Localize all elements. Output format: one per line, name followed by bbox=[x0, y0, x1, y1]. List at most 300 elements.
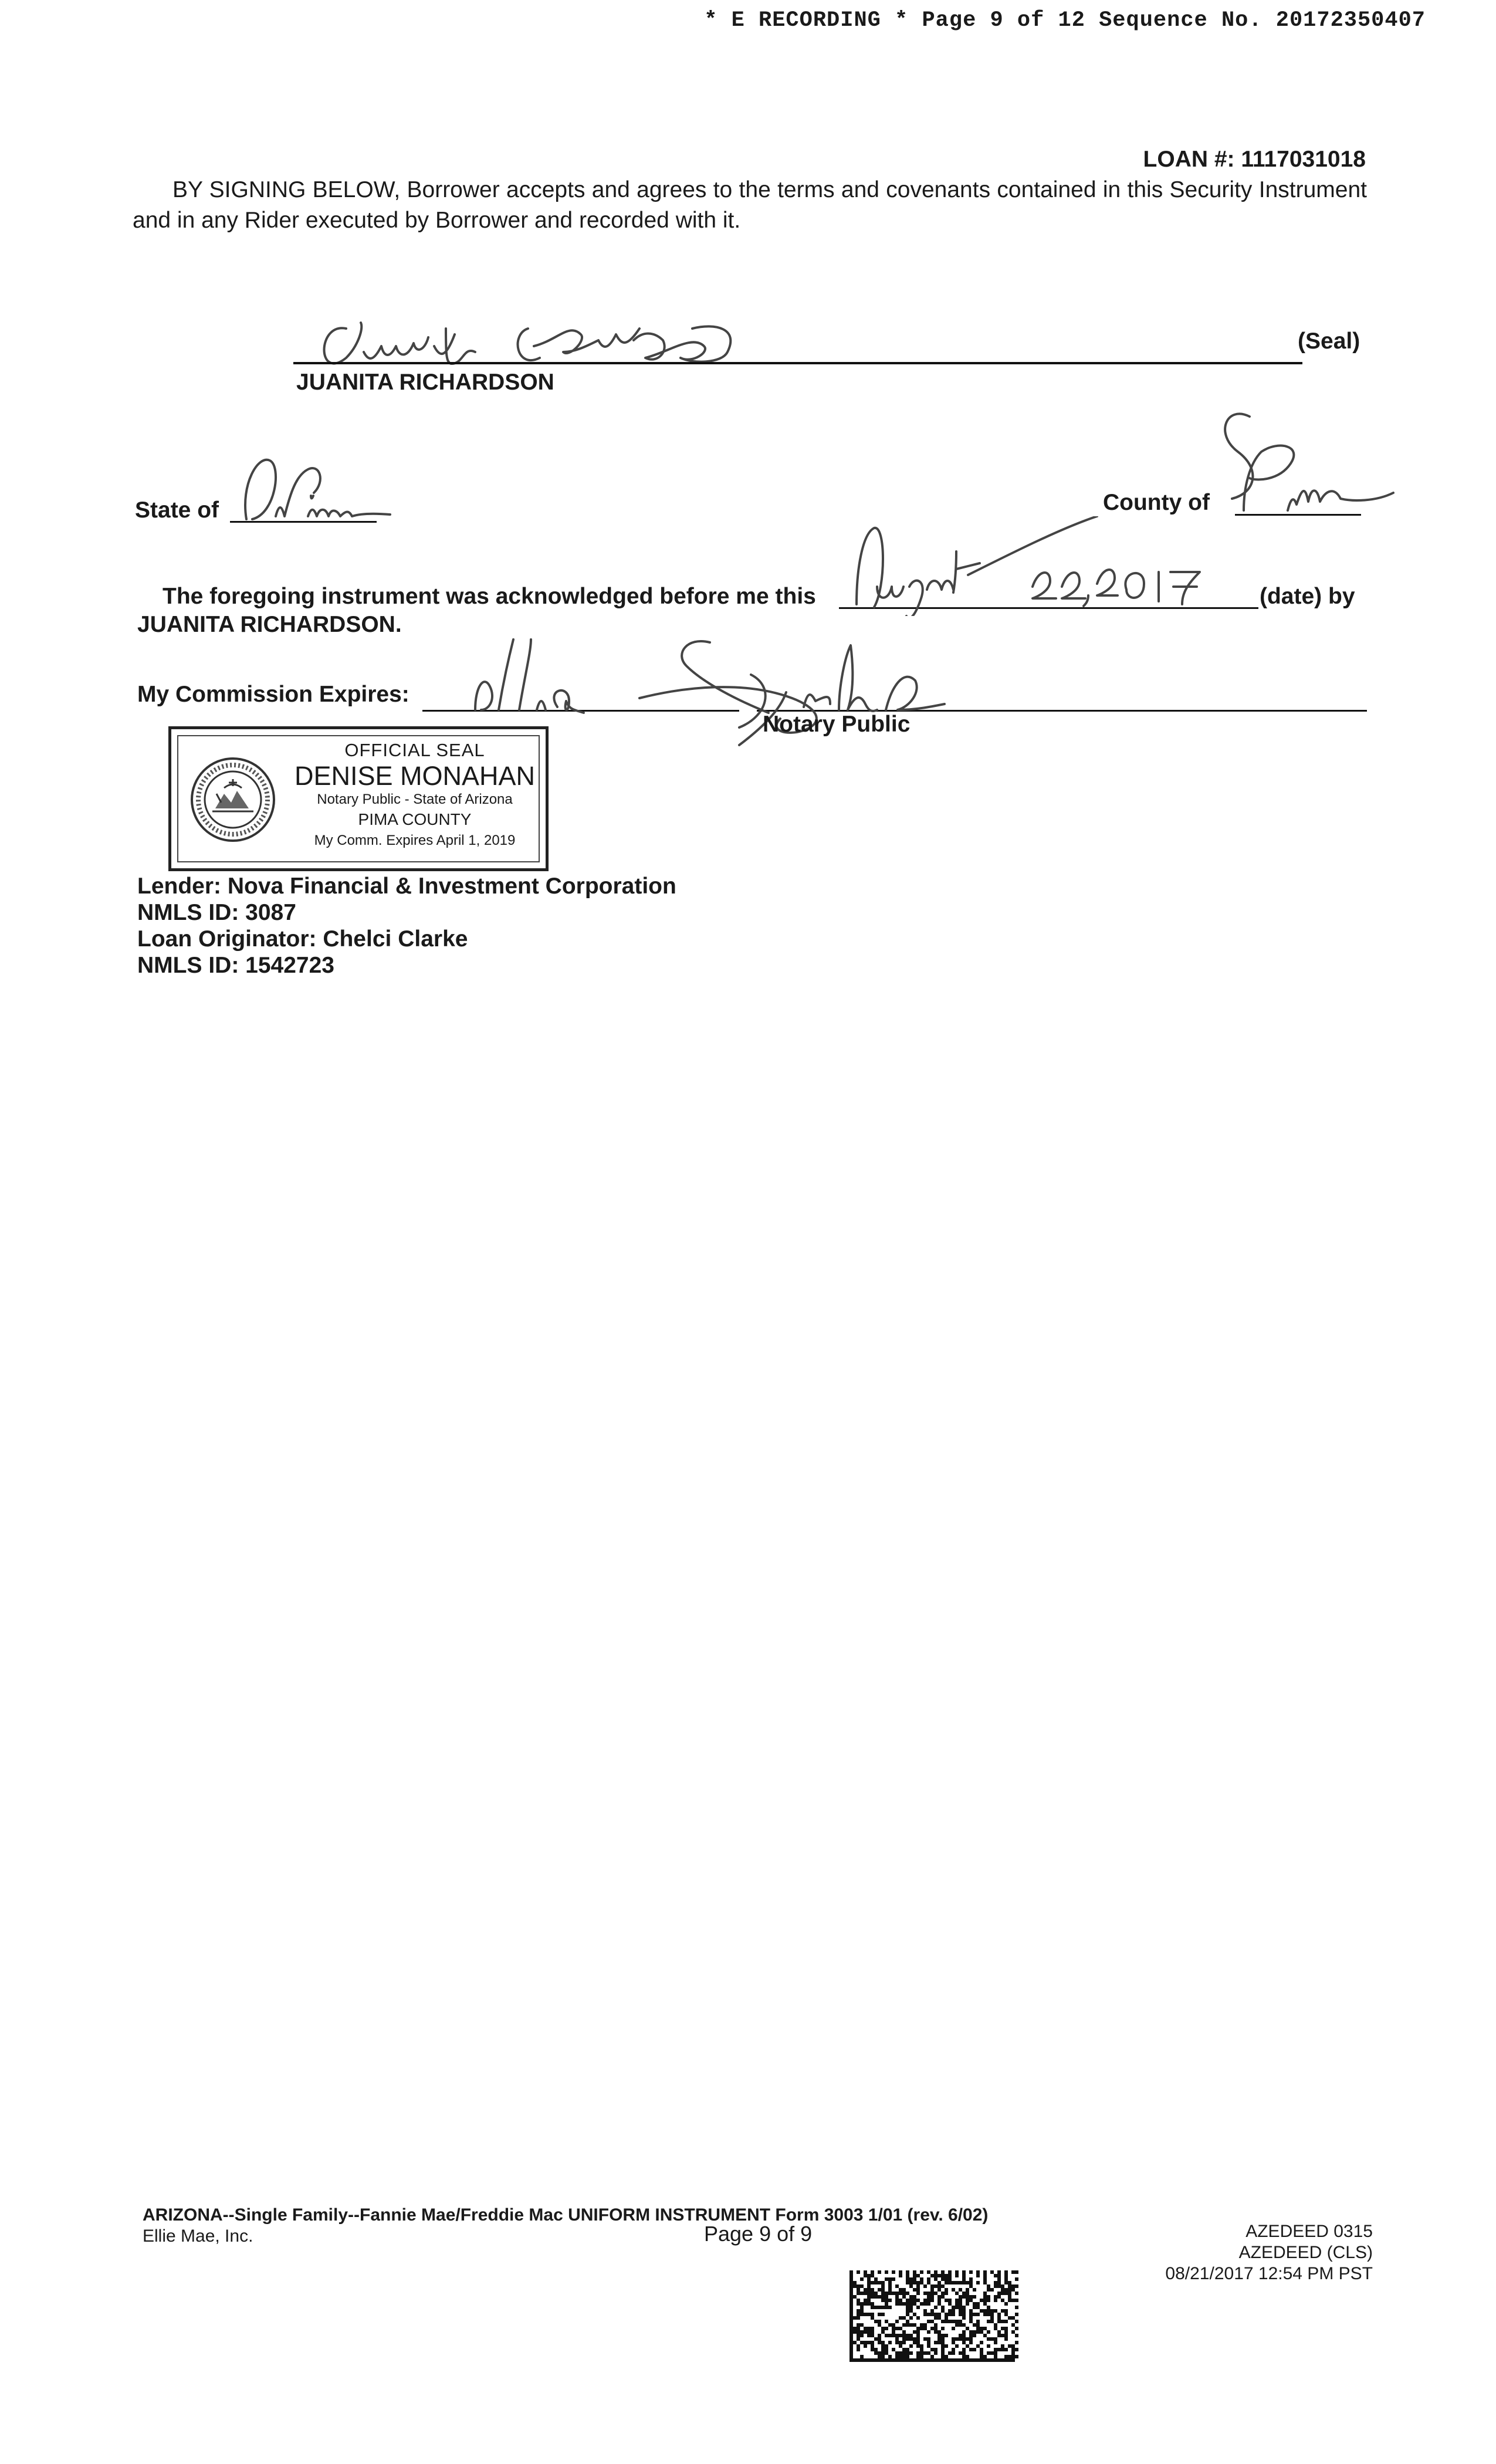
barcode-module bbox=[934, 2358, 937, 2362]
barcode-module bbox=[962, 2348, 966, 2351]
barcode-module bbox=[923, 2309, 927, 2313]
barcode-module bbox=[927, 2358, 930, 2362]
barcode-module bbox=[997, 2284, 1001, 2288]
barcode-module bbox=[945, 2313, 948, 2316]
barcode-module bbox=[923, 2292, 927, 2295]
barcode-module bbox=[1011, 2355, 1015, 2358]
barcode-module bbox=[881, 2344, 885, 2348]
barcode-module bbox=[906, 2334, 909, 2337]
barcode-module bbox=[913, 2274, 916, 2277]
barcode-module bbox=[976, 2358, 980, 2362]
barcode-module bbox=[927, 2344, 930, 2348]
barcode-module bbox=[860, 2355, 864, 2358]
barcode-module bbox=[888, 2292, 892, 2295]
barcode-module bbox=[930, 2284, 934, 2288]
barcode-module bbox=[1008, 2344, 1011, 2348]
barcode-module bbox=[849, 2302, 853, 2306]
barcode-module bbox=[1011, 2288, 1015, 2292]
barcode-module bbox=[899, 2299, 902, 2302]
barcode-module bbox=[930, 2292, 934, 2295]
barcode-module bbox=[990, 2320, 994, 2323]
barcode-module bbox=[927, 2295, 930, 2299]
barcode-module bbox=[860, 2323, 864, 2327]
barcode-module bbox=[895, 2284, 899, 2288]
barcode-module bbox=[941, 2284, 945, 2288]
footer-codes bbox=[1115, 2221, 1373, 2284]
barcode-module bbox=[987, 2299, 990, 2302]
barcode-module bbox=[997, 2295, 1001, 2299]
arizona-state-seal-icon bbox=[189, 756, 277, 844]
barcode-module bbox=[934, 2274, 937, 2277]
barcode-module bbox=[1015, 2292, 1018, 2295]
barcode-module bbox=[966, 2288, 969, 2292]
barcode-module bbox=[902, 2323, 906, 2327]
footer-code-1: AZEDEED 0315 bbox=[1245, 2222, 1373, 2241]
barcode-module bbox=[937, 2288, 941, 2292]
barcode-module bbox=[1011, 2330, 1015, 2334]
barcode-module bbox=[930, 2295, 934, 2299]
barcode-module bbox=[934, 2341, 937, 2344]
barcode-module bbox=[909, 2306, 913, 2309]
barcode-module bbox=[955, 2323, 959, 2327]
barcode-module bbox=[1011, 2299, 1015, 2302]
loan-value: 1117031018 bbox=[1241, 147, 1366, 172]
barcode-module bbox=[849, 2316, 853, 2320]
barcode-module bbox=[952, 2309, 955, 2313]
barcode-module bbox=[913, 2277, 916, 2281]
lender-block bbox=[137, 873, 676, 979]
barcode-module bbox=[966, 2344, 969, 2348]
barcode-module bbox=[955, 2299, 959, 2302]
barcode-module bbox=[849, 2334, 853, 2337]
barcode-module bbox=[1004, 2274, 1008, 2277]
barcode-module bbox=[892, 2323, 895, 2327]
barcode-module bbox=[885, 2292, 888, 2295]
barcode-module bbox=[864, 2302, 867, 2306]
barcode-module bbox=[973, 2323, 976, 2327]
barcode-module bbox=[945, 2358, 948, 2362]
barcode-module bbox=[892, 2330, 895, 2334]
barcode-module bbox=[885, 2270, 888, 2274]
barcode-module bbox=[888, 2288, 892, 2292]
barcode-module bbox=[892, 2358, 895, 2362]
barcode-module bbox=[948, 2309, 952, 2313]
barcode-module bbox=[857, 2313, 860, 2316]
barcode-module bbox=[973, 2302, 976, 2306]
barcode-module bbox=[945, 2288, 948, 2292]
barcode-module bbox=[909, 2358, 913, 2362]
barcode-module bbox=[952, 2327, 955, 2330]
barcode-module bbox=[864, 2344, 867, 2348]
barcode-module bbox=[1015, 2355, 1018, 2358]
barcode-module bbox=[959, 2299, 962, 2302]
recording-header: * E RECORDING * Page 9 of 12 Sequence No. 20172350407 bbox=[704, 8, 1426, 33]
barcode-module bbox=[909, 2284, 913, 2288]
barcode-module bbox=[1001, 2320, 1004, 2323]
barcode-module bbox=[941, 2274, 945, 2277]
barcode-module bbox=[923, 2337, 927, 2341]
barcode-module bbox=[955, 2292, 959, 2295]
barcode-module bbox=[881, 2284, 885, 2288]
barcode-module bbox=[860, 2302, 864, 2306]
barcode-module bbox=[892, 2292, 895, 2295]
barcode-module bbox=[906, 2355, 909, 2358]
barcode-module bbox=[864, 2313, 867, 2316]
barcode-module bbox=[888, 2277, 892, 2281]
barcode-module bbox=[927, 2299, 930, 2302]
barcode-module bbox=[1011, 2344, 1015, 2348]
barcode-module bbox=[930, 2288, 934, 2292]
barcode-module bbox=[888, 2334, 892, 2337]
barcode-module bbox=[994, 2274, 997, 2277]
barcode-module bbox=[948, 2270, 952, 2274]
barcode-module bbox=[990, 2351, 994, 2355]
barcode-module bbox=[994, 2341, 997, 2344]
barcode-module bbox=[849, 2344, 853, 2348]
barcode-module bbox=[895, 2295, 899, 2299]
barcode-module bbox=[1001, 2334, 1004, 2337]
barcode-module bbox=[948, 2299, 952, 2302]
barcode-module bbox=[997, 2277, 1001, 2281]
barcode-module bbox=[937, 2284, 941, 2288]
barcode-module bbox=[976, 2302, 980, 2306]
barcode-module bbox=[930, 2309, 934, 2313]
barcode-module bbox=[864, 2358, 867, 2362]
barcode-module bbox=[973, 2358, 976, 2362]
barcode-module bbox=[899, 2316, 902, 2320]
barcode-module bbox=[878, 2323, 881, 2327]
barcode-module bbox=[983, 2334, 987, 2337]
barcode-module bbox=[913, 2323, 916, 2327]
barcode-module bbox=[994, 2337, 997, 2341]
barcode-module bbox=[849, 2292, 853, 2295]
barcode-module bbox=[927, 2281, 930, 2284]
barcode-module bbox=[934, 2270, 937, 2274]
barcode-module bbox=[1004, 2330, 1008, 2334]
barcode-module bbox=[962, 2306, 966, 2309]
barcode-module bbox=[934, 2292, 937, 2295]
barcode-module bbox=[909, 2295, 913, 2299]
barcode-module bbox=[1008, 2316, 1011, 2320]
barcode-module bbox=[945, 2355, 948, 2358]
barcode-module bbox=[941, 2277, 945, 2281]
barcode-module bbox=[867, 2292, 871, 2295]
barcode-module bbox=[994, 2295, 997, 2299]
barcode-module bbox=[899, 2274, 902, 2277]
barcode-module bbox=[885, 2306, 888, 2309]
barcode-module bbox=[885, 2344, 888, 2348]
barcode-module bbox=[962, 2309, 966, 2313]
barcode-module bbox=[909, 2277, 913, 2281]
barcode-module bbox=[1011, 2284, 1015, 2288]
barcode-module bbox=[892, 2348, 895, 2351]
barcode-module bbox=[849, 2306, 853, 2309]
barcode-module bbox=[997, 2330, 1001, 2334]
barcode-module bbox=[941, 2355, 945, 2358]
barcode-module bbox=[916, 2306, 920, 2309]
barcode-module bbox=[969, 2330, 973, 2334]
barcode-module bbox=[849, 2309, 853, 2313]
barcode-module bbox=[916, 2327, 920, 2330]
barcode-module bbox=[895, 2320, 899, 2323]
barcode-module bbox=[980, 2341, 983, 2344]
barcode-module bbox=[934, 2323, 937, 2327]
barcode-module bbox=[959, 2281, 962, 2284]
barcode-module bbox=[867, 2334, 871, 2337]
county-handwriting bbox=[1185, 405, 1396, 522]
barcode-module bbox=[902, 2288, 906, 2292]
barcode-module bbox=[1004, 2277, 1008, 2281]
barcode-module bbox=[987, 2309, 990, 2313]
barcode-module bbox=[997, 2316, 1001, 2320]
barcode-module bbox=[948, 2320, 952, 2323]
barcode-module bbox=[888, 2281, 892, 2284]
barcode-module bbox=[937, 2302, 941, 2306]
barcode-module bbox=[899, 2292, 902, 2295]
barcode-module bbox=[948, 2302, 952, 2306]
barcode-module bbox=[941, 2358, 945, 2362]
barcode-module bbox=[952, 2320, 955, 2323]
barcode-module bbox=[969, 2358, 973, 2362]
barcode-module bbox=[969, 2284, 973, 2288]
barcode-module bbox=[874, 2277, 878, 2281]
barcode-module bbox=[952, 2351, 955, 2355]
barcode-module bbox=[1004, 2281, 1008, 2284]
barcode-module bbox=[857, 2334, 860, 2337]
barcode-module bbox=[849, 2323, 853, 2327]
barcode-module bbox=[980, 2299, 983, 2302]
county-label: County of bbox=[1103, 490, 1210, 515]
barcode-module bbox=[962, 2337, 966, 2341]
barcode-module bbox=[916, 2351, 920, 2355]
barcode-module bbox=[878, 2351, 881, 2355]
barcode-module bbox=[920, 2281, 923, 2284]
barcode-module bbox=[934, 2316, 937, 2320]
barcode-module bbox=[990, 2309, 994, 2313]
barcode-module bbox=[899, 2334, 902, 2337]
barcode-module bbox=[913, 2330, 916, 2334]
barcode-module bbox=[892, 2270, 895, 2274]
barcode-module bbox=[1001, 2344, 1004, 2348]
barcode-module bbox=[864, 2327, 867, 2330]
barcode-module bbox=[966, 2299, 969, 2302]
barcode-module bbox=[885, 2302, 888, 2306]
barcode-module bbox=[853, 2327, 857, 2330]
barcode-module bbox=[913, 2299, 916, 2302]
barcode-module bbox=[959, 2337, 962, 2341]
barcode-module bbox=[976, 2274, 980, 2277]
barcode-module bbox=[1004, 2292, 1008, 2295]
barcode-module bbox=[976, 2344, 980, 2348]
barcode-module bbox=[997, 2334, 1001, 2337]
barcode-module bbox=[895, 2358, 899, 2362]
barcode-module bbox=[885, 2320, 888, 2323]
barcode-module bbox=[902, 2316, 906, 2320]
barcode-module bbox=[941, 2341, 945, 2344]
barcode-module bbox=[878, 2281, 881, 2284]
barcode-module bbox=[941, 2334, 945, 2337]
barcode-module bbox=[906, 2348, 909, 2351]
barcode-module bbox=[849, 2313, 853, 2316]
barcode-module bbox=[913, 2313, 916, 2316]
barcode-module bbox=[997, 2348, 1001, 2351]
barcode-module bbox=[909, 2351, 913, 2355]
barcode-module bbox=[990, 2358, 994, 2362]
barcode-module bbox=[930, 2274, 934, 2277]
barcode-module bbox=[930, 2299, 934, 2302]
barcode-module bbox=[881, 2292, 885, 2295]
barcode-module bbox=[913, 2337, 916, 2341]
barcode-module bbox=[902, 2341, 906, 2344]
barcode-module bbox=[902, 2358, 906, 2362]
barcode-module bbox=[927, 2302, 930, 2306]
barcode-module bbox=[990, 2316, 994, 2320]
barcode-module bbox=[885, 2327, 888, 2330]
barcode-module bbox=[860, 2292, 864, 2295]
acknowledgment-sentence: The foregoing instrument was acknowledged before me this bbox=[163, 584, 816, 609]
barcode-module bbox=[941, 2309, 945, 2313]
barcode-module bbox=[878, 2295, 881, 2299]
barcode-module bbox=[927, 2330, 930, 2334]
barcode-module bbox=[945, 2316, 948, 2320]
barcode-module bbox=[1001, 2358, 1004, 2362]
seal-line-3: My Comm. Expires April 1, 2019 bbox=[314, 832, 516, 848]
barcode-module bbox=[994, 2358, 997, 2362]
barcode-module bbox=[934, 2306, 937, 2309]
barcode-module bbox=[934, 2330, 937, 2334]
seal-line-1: Notary Public - State of Arizona bbox=[317, 791, 513, 807]
barcode-module bbox=[895, 2292, 899, 2295]
barcode-module bbox=[881, 2330, 885, 2334]
barcode-module bbox=[983, 2358, 987, 2362]
barcode-module bbox=[920, 2348, 923, 2351]
barcode-module bbox=[878, 2358, 881, 2362]
barcode-module bbox=[867, 2341, 871, 2344]
barcode-module bbox=[892, 2327, 895, 2330]
barcode-module bbox=[973, 2306, 976, 2309]
barcode-module bbox=[881, 2306, 885, 2309]
barcode-module bbox=[888, 2323, 892, 2327]
barcode-module bbox=[853, 2295, 857, 2299]
barcode-module bbox=[871, 2292, 874, 2295]
barcode-module bbox=[983, 2277, 987, 2281]
barcode-module bbox=[983, 2355, 987, 2358]
barcode-module bbox=[1008, 2281, 1011, 2284]
barcode-module bbox=[1001, 2348, 1004, 2351]
barcode-module bbox=[962, 2355, 966, 2358]
barcode-module bbox=[920, 2327, 923, 2330]
barcode-module bbox=[941, 2295, 945, 2299]
barcode-module bbox=[913, 2288, 916, 2292]
barcode-module bbox=[895, 2302, 899, 2306]
barcode-module bbox=[857, 2284, 860, 2288]
barcode-module bbox=[916, 2358, 920, 2362]
barcode-module bbox=[881, 2358, 885, 2362]
barcode-module bbox=[997, 2320, 1001, 2323]
barcode-module bbox=[867, 2274, 871, 2277]
barcode-module bbox=[983, 2313, 987, 2316]
lender-line: Lender: Nova Financial & Investment Corporation bbox=[137, 874, 676, 899]
barcode-module bbox=[849, 2330, 853, 2334]
barcode-module bbox=[888, 2341, 892, 2344]
barcode-module bbox=[857, 2327, 860, 2330]
barcode-module bbox=[930, 2327, 934, 2330]
barcode-module bbox=[881, 2299, 885, 2302]
barcode-module bbox=[913, 2302, 916, 2306]
barcode-module bbox=[930, 2355, 934, 2358]
barcode-module bbox=[927, 2351, 930, 2355]
barcode-module bbox=[959, 2320, 962, 2323]
barcode-module bbox=[857, 2344, 860, 2348]
barcode-module bbox=[983, 2292, 987, 2295]
barcode-module bbox=[930, 2320, 934, 2323]
barcode-module bbox=[962, 2351, 966, 2355]
barcode-module bbox=[871, 2313, 874, 2316]
barcode-module bbox=[962, 2281, 966, 2284]
barcode-module bbox=[955, 2270, 959, 2274]
barcode-module bbox=[899, 2351, 902, 2355]
barcode-module bbox=[916, 2337, 920, 2341]
barcode-module bbox=[871, 2341, 874, 2344]
barcode-module bbox=[864, 2270, 867, 2274]
barcode-module bbox=[927, 2270, 930, 2274]
barcode-module bbox=[864, 2292, 867, 2295]
barcode-module bbox=[980, 2358, 983, 2362]
barcode-module bbox=[906, 2313, 909, 2316]
barcode-module bbox=[966, 2281, 969, 2284]
barcode-module bbox=[997, 2358, 1001, 2362]
barcode-module bbox=[990, 2337, 994, 2341]
barcode-module bbox=[980, 2327, 983, 2330]
barcode-module bbox=[955, 2274, 959, 2277]
barcode-module bbox=[987, 2320, 990, 2323]
commission-label: My Commission Expires: bbox=[137, 682, 409, 707]
barcode-module bbox=[871, 2327, 874, 2330]
barcode-module bbox=[867, 2313, 871, 2316]
barcode-module bbox=[987, 2344, 990, 2348]
barcode-module bbox=[983, 2299, 987, 2302]
barcode-module bbox=[969, 2320, 973, 2323]
barcode-module bbox=[1004, 2313, 1008, 2316]
barcode-module bbox=[871, 2334, 874, 2337]
barcode-module bbox=[906, 2309, 909, 2313]
barcode-module bbox=[994, 2309, 997, 2313]
signing-lead: BY SIGNING BELOW, bbox=[172, 177, 401, 202]
barcode-module bbox=[1015, 2313, 1018, 2316]
barcode-module bbox=[937, 2330, 941, 2334]
barcode-module bbox=[990, 2313, 994, 2316]
barcode-module bbox=[962, 2274, 966, 2277]
barcode-module bbox=[878, 2306, 881, 2309]
barcode-module bbox=[878, 2313, 881, 2316]
barcode-module bbox=[952, 2358, 955, 2362]
barcode-module bbox=[902, 2355, 906, 2358]
barcode-module bbox=[927, 2341, 930, 2344]
barcode-module bbox=[945, 2334, 948, 2337]
barcode-module bbox=[973, 2348, 976, 2351]
barcode-module bbox=[934, 2348, 937, 2351]
barcode-module bbox=[983, 2302, 987, 2306]
barcode-module bbox=[966, 2358, 969, 2362]
barcode-module bbox=[969, 2348, 973, 2351]
originator-nmls: NMLS ID: 1542723 bbox=[137, 953, 334, 978]
barcode-module bbox=[920, 2344, 923, 2348]
barcode-module bbox=[881, 2348, 885, 2351]
barcode-module bbox=[930, 2348, 934, 2351]
barcode-module bbox=[906, 2358, 909, 2362]
barcode-module bbox=[849, 2295, 853, 2299]
barcode-module bbox=[920, 2302, 923, 2306]
